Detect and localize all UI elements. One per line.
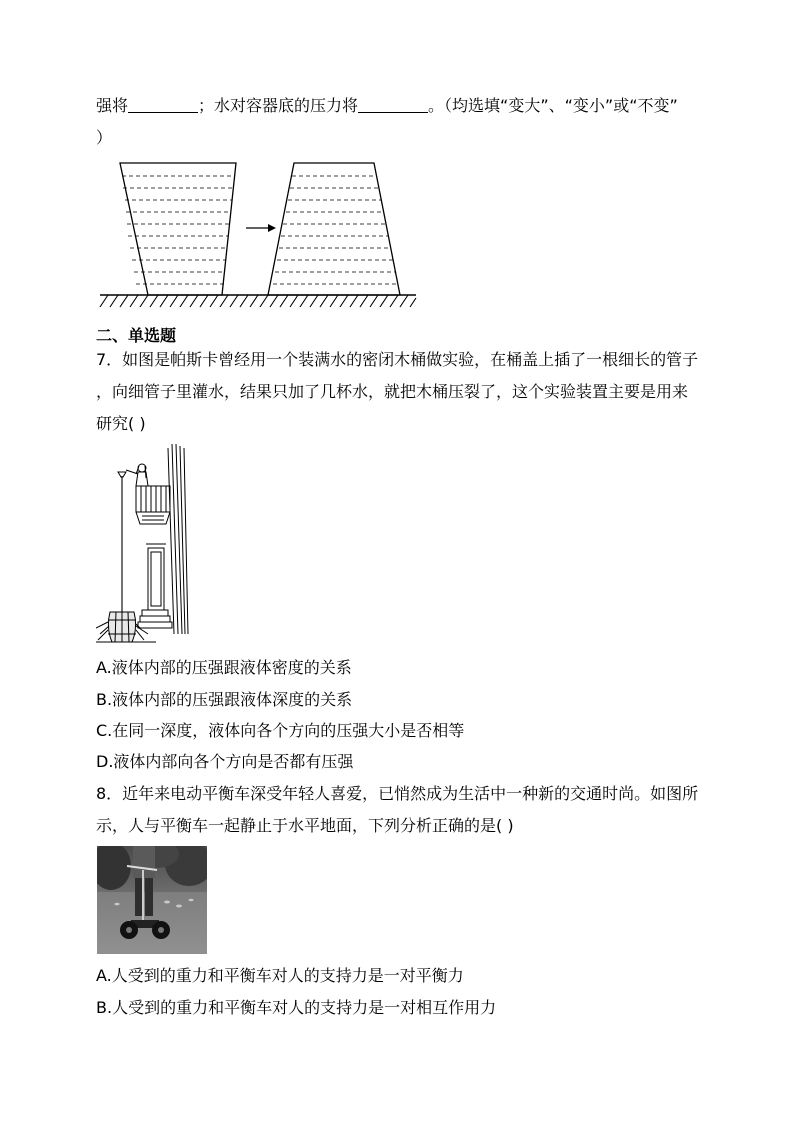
- q7-option-c[interactable]: C.在同一深度，液体向各个方向的压强大小是否相等: [96, 721, 465, 740]
- container-diagram: [98, 158, 428, 313]
- pascal-barrel-illustration: [96, 444, 190, 644]
- q8-line1: 8．近年来电动平衡车深受年轻人喜爱，已悄然成为生活中一种新的交通时尚。如图所: [96, 784, 699, 803]
- q6-line2: ）: [96, 128, 113, 147]
- q6-blank-1[interactable]: [128, 98, 198, 113]
- q7-option-d[interactable]: D.液体内部向各个方向是否都有压强: [96, 752, 354, 771]
- balance-vehicle-photo: [97, 846, 207, 954]
- q7-option-a[interactable]: A.液体内部的压强跟液体密度的关系: [96, 658, 352, 677]
- arrow-icon: [246, 224, 276, 232]
- q6-text-c: 。（均选填“变大”、“变小”或“不变”: [428, 96, 678, 115]
- q6-text-b: ；水对容器底的压力将: [198, 96, 359, 115]
- q6-text-a: 强将: [96, 96, 129, 115]
- q6-blank-2[interactable]: [358, 98, 428, 113]
- q8-option-a[interactable]: A.人受到的重力和平衡车对人的支持力是一对平衡力: [96, 966, 464, 985]
- q7-line2: ，向细管子里灌水，结果只加了几杯水，就把木桶压裂了，这个实验装置主要是用来: [96, 382, 689, 401]
- q7-option-b[interactable]: B.液体内部的压强跟液体深度的关系: [96, 690, 353, 709]
- section-title: 二、单选题: [96, 326, 177, 345]
- q7-line3: 研究( ): [96, 414, 146, 433]
- q8-line2: 示，人与平衡车一起静止于水平地面，下列分析正确的是( ): [96, 816, 514, 835]
- q7-line1: 7．如图是帕斯卡曾经用一个装满水的密闭木桶做实验，在桶盖上插了一根细长的管子: [96, 350, 699, 369]
- ground-hatch: [100, 295, 416, 307]
- container-right: [268, 163, 400, 295]
- q6-line1: [96, 96, 678, 116]
- container-left: [120, 163, 236, 295]
- q8-option-b[interactable]: B.人受到的重力和平衡车对人的支持力是一对相互作用力: [96, 998, 497, 1017]
